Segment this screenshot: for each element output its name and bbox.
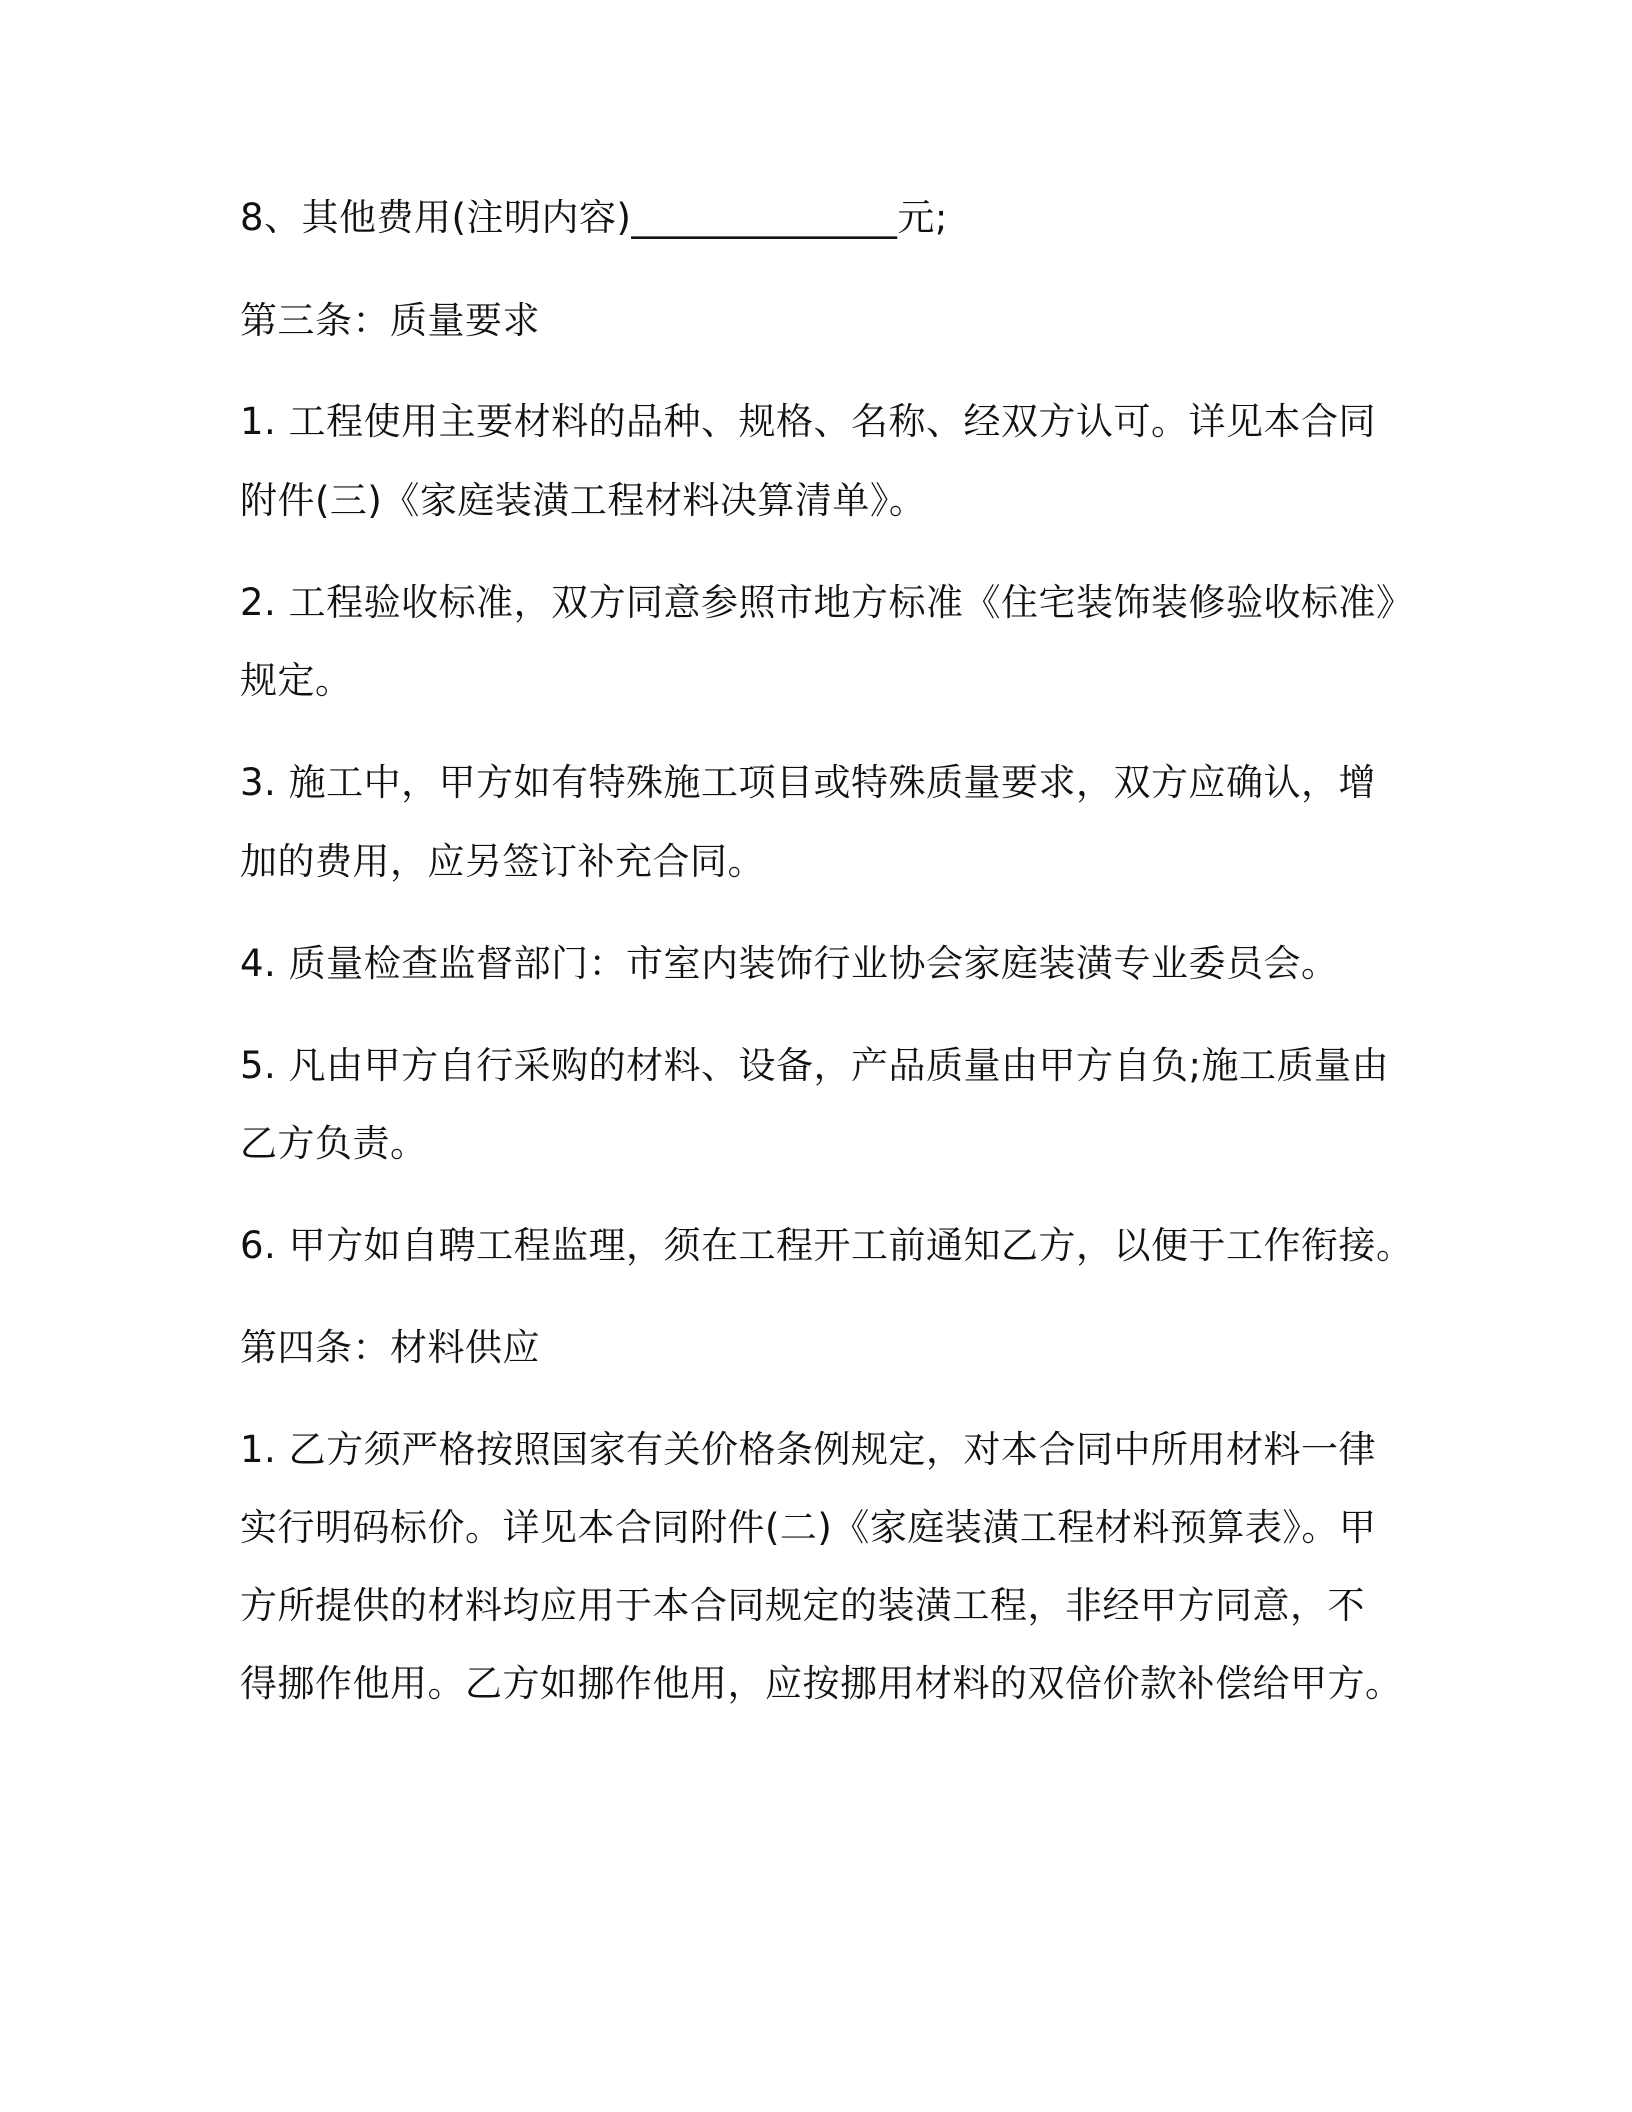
quality-item-2-line-1: 2. 工程验收标准，双方同意参照市地方标准《住宅装饰装修验收标准》 [240,581,1414,624]
section-heading-quality: 第三条：质量要求 [240,299,540,342]
section-heading-materials: 第四条：材料供应 [240,1326,540,1369]
quality-item-5-line-2: 乙方负责。 [240,1122,428,1165]
quality-item-3-line-2: 加的费用，应另签订补充合同。 [240,840,765,883]
quality-item-6: 6. 甲方如自聘工程监理，须在工程开工前通知乙方，以便于工作衔接。 [240,1224,1414,1267]
materials-item-1-line-1: 1. 乙方须严格按照国家有关价格条例规定，对本合同中所用材料一律 [240,1428,1377,1471]
materials-item-1-line-3: 方所提供的材料均应用于本合同规定的装潢工程，非经甲方同意，不 [240,1584,1365,1627]
quality-item-2-line-2: 规定。 [240,659,353,702]
quality-item-4: 4. 质量检查监督部门：市室内装饰行业协会家庭装潢专业委员会。 [240,942,1339,985]
quality-item-1-line-2: 附件(三)《家庭装潢工程材料决算清单》。 [240,479,927,522]
clause-8-other-fees: 8、其他费用(注明内容)______________元; [240,196,948,239]
quality-item-1-line-1: 1. 工程使用主要材料的品种、规格、名称、经双方认可。详见本合同 [240,400,1377,443]
materials-item-1-line-2: 实行明码标价。详见本合同附件(二)《家庭装潢工程材料预算表》。甲 [240,1506,1377,1549]
quality-item-3-line-1: 3. 施工中，甲方如有特殊施工项目或特殊质量要求，双方应确认，增 [240,761,1377,804]
quality-item-5-line-1: 5. 凡由甲方自行采购的材料、设备，产品质量由甲方自负;施工质量由 [240,1044,1390,1087]
materials-item-1-line-4: 得挪作他用。乙方如挪作他用，应按挪用材料的双倍价款补偿给甲方。 [240,1662,1403,1705]
